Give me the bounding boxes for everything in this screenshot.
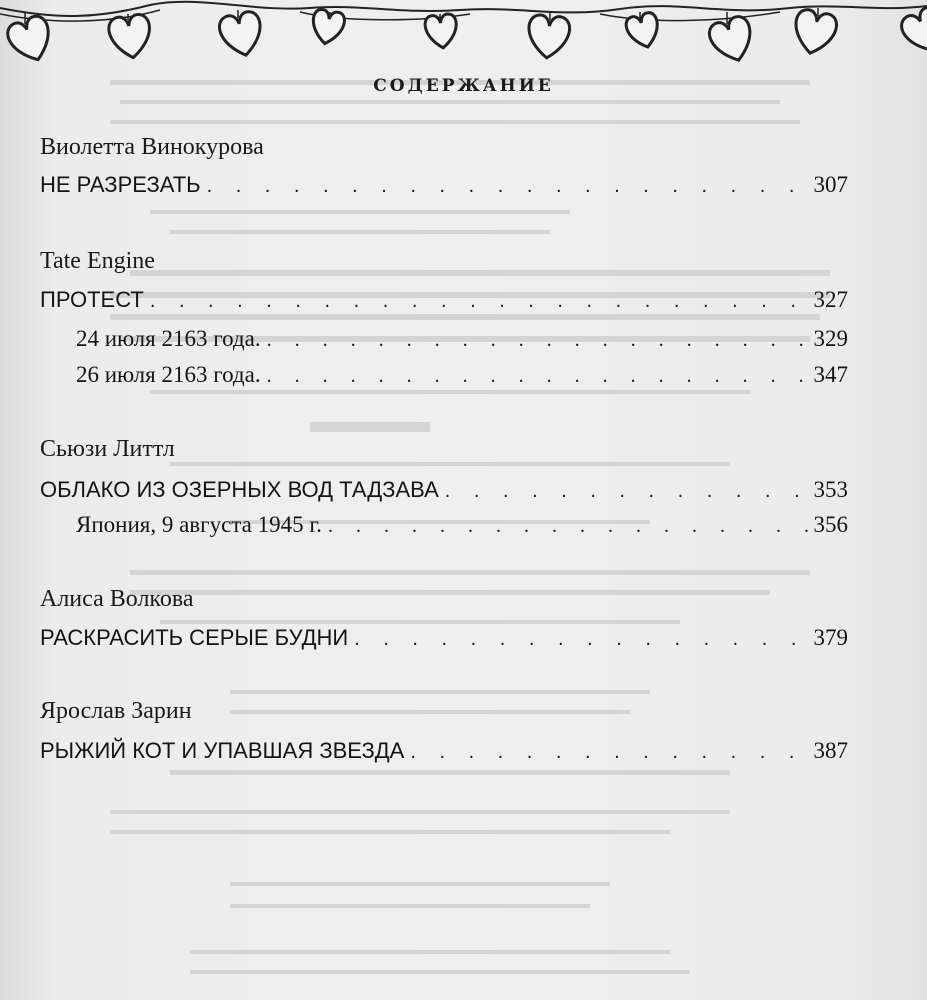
toc-entry[interactable] [40, 625, 848, 655]
dot-leader [267, 365, 808, 388]
entry-title: Япония, 9 августа 1945 г. [76, 512, 322, 537]
toc-entry[interactable] [40, 477, 848, 507]
author-name: Ярослав Зарин [40, 698, 192, 724]
author-name: Сьюзи Литтл [40, 436, 175, 462]
dot-leader [445, 480, 808, 503]
dot-leader [354, 628, 807, 651]
page-number: 307 [813, 172, 848, 197]
dot-leader [328, 515, 808, 538]
author-name: Алиса Волкова [40, 586, 194, 612]
entry-title: 26 июля 2163 года. [76, 362, 261, 387]
toc-subentry[interactable] [76, 362, 848, 392]
page-number: 347 [813, 362, 848, 387]
page-number: 353 [813, 477, 848, 502]
entry-title: РЫЖИЙ КОТ И УПАВШАЯ ЗВЕЗДА [40, 738, 405, 763]
toc-entry[interactable] [40, 738, 848, 768]
author-name: Виолетта Винокурова [40, 134, 264, 160]
entry-title: ОБЛАКО ИЗ ОЗЕРНЫХ ВОД ТАДЗАВА [40, 477, 439, 502]
page-number: 387 [813, 738, 848, 763]
dot-leader [410, 741, 807, 764]
page-number: 329 [813, 326, 848, 351]
page-number: 379 [813, 625, 848, 650]
entry-title: ПРОТЕСТ [40, 287, 144, 312]
author-name: Tate Engine [40, 248, 155, 274]
page-number: 356 [813, 512, 848, 537]
heart-garland-decoration [0, 0, 927, 70]
entry-title: НЕ РАЗРЕЗАТЬ [40, 172, 201, 197]
toc-subentry[interactable] [76, 326, 848, 356]
page-title: СОДЕРЖАНИЕ [373, 76, 554, 96]
dot-leader [267, 329, 808, 352]
toc-entry[interactable] [40, 172, 848, 202]
page-number: 327 [813, 287, 848, 312]
toc-subentry[interactable] [76, 512, 848, 542]
entry-title: РАСКРАСИТЬ СЕРЫЕ БУДНИ [40, 625, 349, 650]
entry-title: 24 июля 2163 года. [76, 326, 261, 351]
dot-leader [207, 175, 808, 198]
toc-entry[interactable] [40, 287, 848, 317]
dot-leader [150, 290, 808, 313]
